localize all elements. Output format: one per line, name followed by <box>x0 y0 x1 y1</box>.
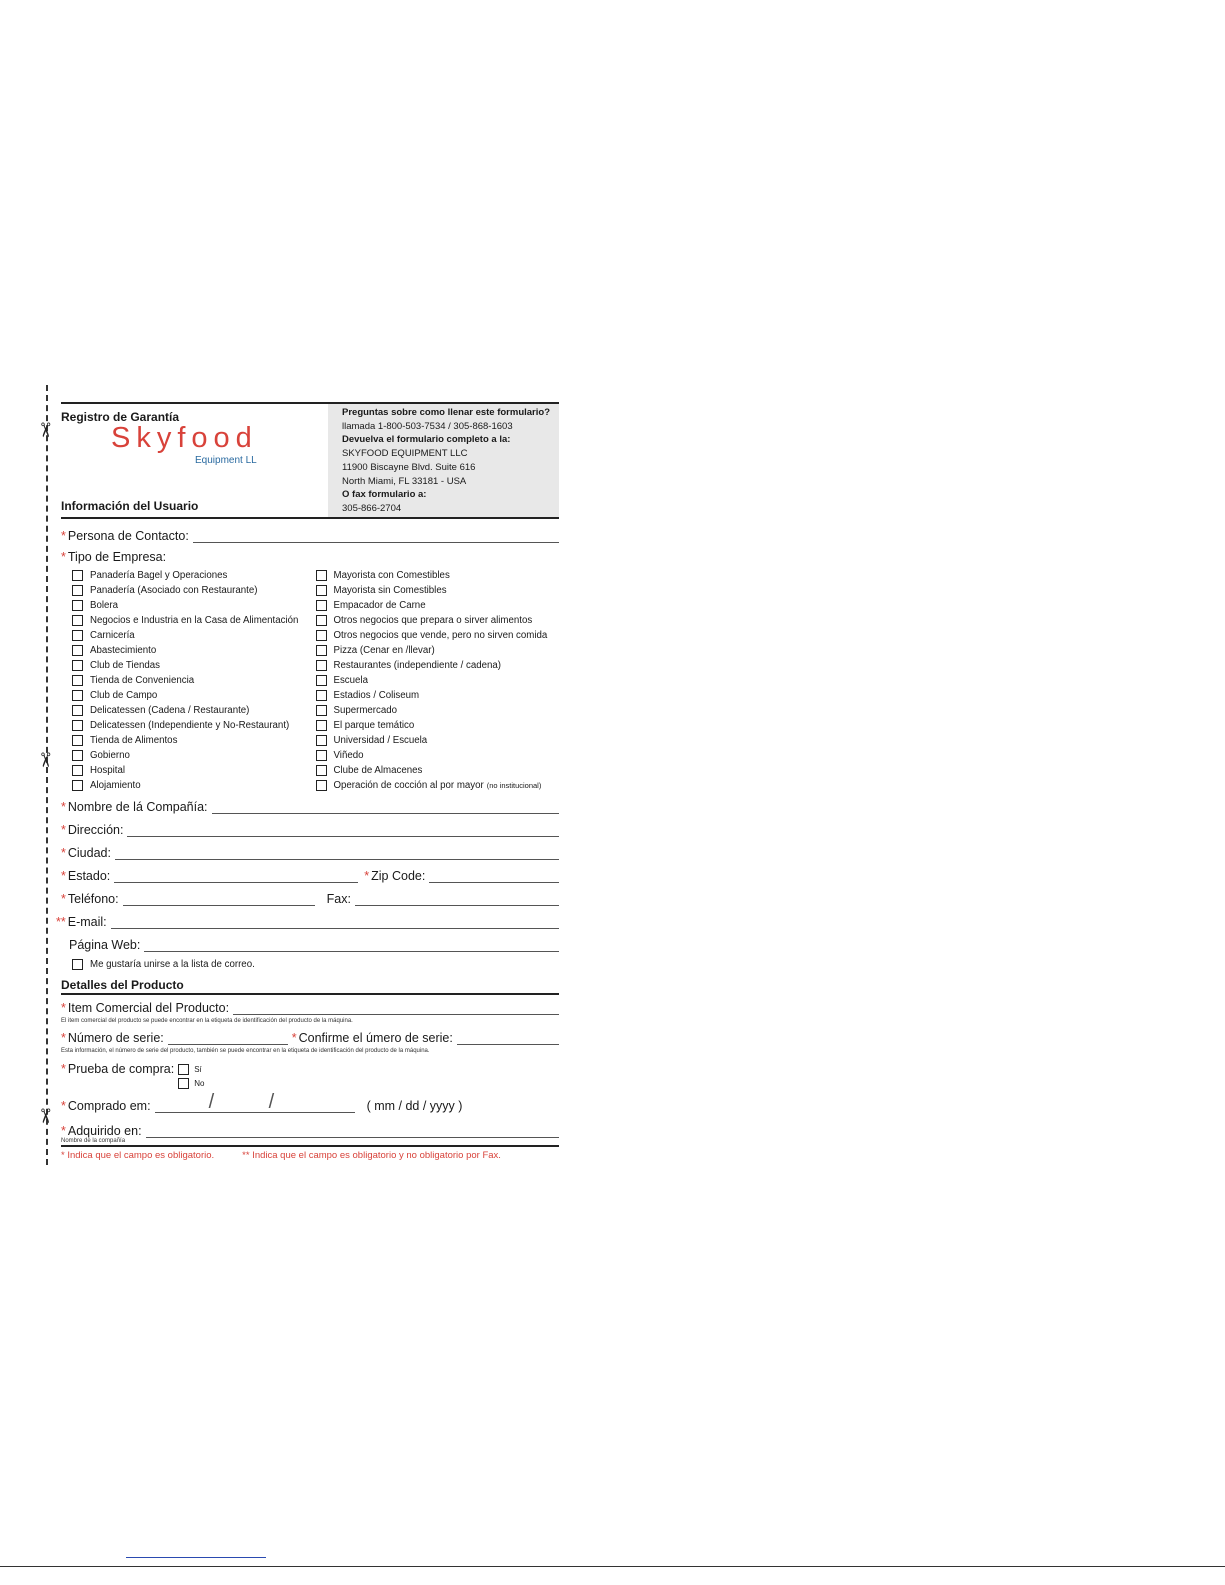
warranty-form <box>56 402 559 1161</box>
required-note: * Indica que el campo es obligatorio. <box>61 1150 215 1161</box>
header-rule <box>61 517 559 519</box>
mailing-list-option[interactable]: Me gustaría unirse a la lista de correo. <box>72 957 559 972</box>
serial-input[interactable] <box>168 1030 288 1045</box>
business-type-option[interactable]: Club de Campo <box>72 688 316 703</box>
business-type-option[interactable]: Estadios / Coliseum <box>316 688 560 703</box>
business-type-option[interactable]: Abastecimiento <box>72 643 316 658</box>
fax-input[interactable] <box>355 891 559 906</box>
contact-box: Preguntas sobre como llenar este formulario? llamada 1-800-503-7534 / 305-868-1603 Devuelva el formulario completo a la: SKYFOOD EQUIPMENT LLC 11900 Biscayne Blvd. Suite 616 North Miami, FL 33181 - USA O fax formulario a: 305-866-2704 <box>328 404 559 517</box>
business-type-option[interactable]: Panadería Bagel y Operaciones <box>72 568 316 583</box>
checkbox[interactable] <box>72 959 83 970</box>
checkbox[interactable] <box>72 690 83 701</box>
business-type-option[interactable]: Tienda de Conveniencia <box>72 673 316 688</box>
business-type-col-right <box>316 568 560 793</box>
business-type-option[interactable]: Operación de cocción al por mayor (no institucional) <box>316 778 560 793</box>
section-product-details: Detalles del Producto <box>61 978 559 995</box>
checkbox[interactable] <box>72 780 83 791</box>
email-field[interactable]: ** E-mail: <box>56 914 559 929</box>
serial-row: * Número de serie: * Confirme el úmero de serie: <box>61 1030 559 1045</box>
required-fax-note: ** Indica que el campo es obligatorio y no obligatorio por Fax. <box>242 1150 501 1161</box>
checkbox[interactable] <box>72 585 83 596</box>
checkbox[interactable] <box>72 750 83 761</box>
checkbox[interactable] <box>316 630 327 641</box>
bottom-rule-form <box>61 1145 559 1147</box>
checkbox[interactable] <box>72 570 83 581</box>
serial-note: Esta información, el número de serie del producto, también se puede encontrar en la etiqueta de identificación del producto de la máquina. <box>61 1048 430 1054</box>
business-type-option[interactable]: Tienda de Alimentos <box>72 733 316 748</box>
checkbox[interactable] <box>316 735 327 746</box>
checkbox[interactable] <box>316 600 327 611</box>
business-type-option[interactable]: Gobierno <box>72 748 316 763</box>
business-type-option[interactable]: Alojamiento <box>72 778 316 793</box>
checkbox[interactable] <box>316 570 327 581</box>
item-note: El item comercial del producto se puede encontrar en la etiqueta de identificación del producto de la máquina. <box>61 1018 353 1024</box>
checkbox[interactable] <box>316 660 327 671</box>
checkbox[interactable] <box>316 705 327 716</box>
state-input[interactable] <box>114 868 358 883</box>
section-user-info: Información del Usuario <box>61 499 199 513</box>
business-type-option[interactable]: Pizza (Cenar en /llevar) <box>316 643 560 658</box>
business-type-option[interactable]: Otros negocios que vende, pero no sirven comida <box>316 628 560 643</box>
business-type-label: * Tipo de Empresa: <box>61 550 167 564</box>
cut-line <box>46 385 48 1165</box>
business-type-option[interactable]: Otros negocios que prepara o sirver alimentos <box>316 613 560 628</box>
proof-no-option[interactable]: No <box>178 1076 204 1090</box>
date-input[interactable]: / / <box>155 1098 355 1113</box>
business-type-list <box>72 568 559 793</box>
checkbox[interactable] <box>72 675 83 686</box>
business-type-option[interactable]: Negocios e Industria en la Casa de Alimentación <box>72 613 316 628</box>
business-type-option[interactable]: Delicatessen (Cadena / Restaurante) <box>72 703 316 718</box>
checkbox[interactable] <box>72 645 83 656</box>
checkbox[interactable] <box>316 585 327 596</box>
checkbox[interactable] <box>72 600 83 611</box>
checkbox[interactable] <box>72 705 83 716</box>
business-type-option[interactable]: Hospital <box>72 763 316 778</box>
business-type-option[interactable]: El parque temático <box>316 718 560 733</box>
checkbox[interactable] <box>72 765 83 776</box>
phone-fax-row: * Teléfono: Fax: <box>61 891 559 906</box>
serial-confirm-input[interactable] <box>457 1030 559 1045</box>
phone-input[interactable] <box>123 891 315 906</box>
business-type-option[interactable]: Escuela <box>316 673 560 688</box>
company-name-field[interactable]: * Nombre de lá Compañía: <box>61 799 559 814</box>
zip-input[interactable] <box>429 868 559 883</box>
address-field[interactable]: * Dirección: <box>61 822 559 837</box>
proof-of-purchase: * Prueba de compra: Sí No <box>61 1062 559 1090</box>
skyfood-logo: Skyfood Equipment LL <box>111 422 258 466</box>
checkbox[interactable] <box>316 675 327 686</box>
business-type-option[interactable]: Mayorista sin Comestibles <box>316 583 560 598</box>
required-notes <box>61 1150 559 1161</box>
product-item-field[interactable]: * Item Comercial del Producto: <box>61 1000 559 1015</box>
footer-link-line <box>126 1557 266 1558</box>
checkbox[interactable] <box>72 615 83 626</box>
scissors-icon: ✂ <box>33 421 56 439</box>
business-type-option[interactable]: Universidad / Escuela <box>316 733 560 748</box>
checkbox[interactable] <box>72 720 83 731</box>
business-type-option[interactable]: Supermercado <box>316 703 560 718</box>
business-type-option[interactable]: Clube de Almacenes <box>316 763 560 778</box>
state-zip-row: * Estado: * Zip Code: <box>61 868 559 883</box>
checkbox[interactable] <box>316 645 327 656</box>
acquired-note: Nombre de la compañía <box>61 1138 126 1144</box>
business-type-option[interactable]: Delicatessen (Independiente y No-Restaurant) <box>72 718 316 733</box>
business-type-option[interactable]: Carnicería <box>72 628 316 643</box>
purchase-date-field[interactable]: * Comprado em: / / ( mm / dd / yyyy ) <box>61 1091 463 1113</box>
city-field[interactable]: * Ciudad: <box>61 845 559 860</box>
page-bottom-rule <box>0 1566 1225 1567</box>
checkbox[interactable] <box>316 690 327 701</box>
contact-person-field[interactable]: * Persona de Contacto: <box>61 528 559 543</box>
business-type-option[interactable]: Restaurantes (independiente / cadena) <box>316 658 560 673</box>
checkbox[interactable] <box>316 615 327 626</box>
checkbox[interactable] <box>316 765 327 776</box>
business-type-option[interactable]: Mayorista con Comestibles <box>316 568 560 583</box>
checkbox[interactable] <box>316 720 327 731</box>
form-title: Registro de Garantía <box>61 410 180 424</box>
scissors-icon: ✂ <box>33 1107 56 1125</box>
checkbox[interactable] <box>72 630 83 641</box>
checkbox[interactable] <box>72 735 83 746</box>
checkbox[interactable] <box>316 750 327 761</box>
business-type-option[interactable]: Panadería (Asociado con Restaurante) <box>72 583 316 598</box>
checkbox[interactable] <box>72 660 83 671</box>
business-type-option[interactable]: Viñedo <box>316 748 560 763</box>
checkbox[interactable] <box>316 780 327 791</box>
website-field[interactable]: Página Web: <box>61 937 559 952</box>
scissors-icon: ✂ <box>33 751 56 769</box>
business-type-option[interactable]: Bolera <box>72 598 316 613</box>
business-type-option[interactable]: Club de Tiendas <box>72 658 316 673</box>
proof-yes-option[interactable]: Sí <box>178 1062 204 1076</box>
acquired-at-field[interactable]: * Adquirido en: <box>61 1123 559 1138</box>
business-type-col-left <box>72 568 316 793</box>
business-type-option[interactable]: Empacador de Carne <box>316 598 560 613</box>
form-header <box>61 404 559 517</box>
